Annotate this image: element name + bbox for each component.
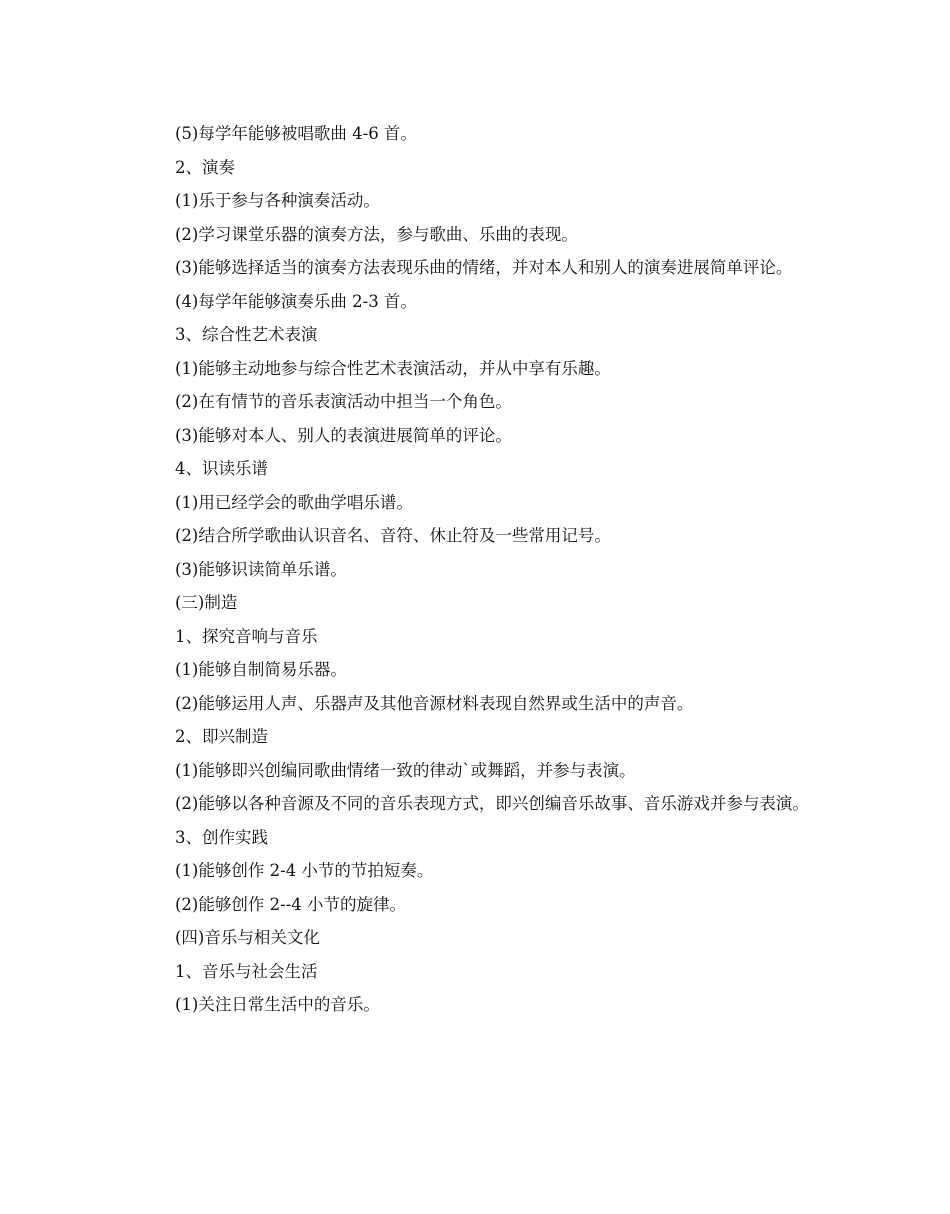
- paragraph: (2)学习课堂乐器的演奏方法，参与歌曲、乐曲的表现。: [175, 224, 578, 244]
- section-heading: 2、即兴制造: [175, 727, 268, 746]
- section-heading: 4、识读乐谱: [175, 459, 268, 478]
- paragraph: (1)能够主动地参与综合性艺术表演活动，并从中享有乐趣。: [175, 358, 611, 378]
- paragraph: (4)每学年能够演奏乐曲 2-3 首。: [175, 291, 417, 311]
- paragraph: (2)能够运用人声、乐器声及其他音源材料表现自然界或生活中的声音。: [175, 693, 694, 713]
- paragraph: (3)能够选择适当的演奏方法表现乐曲的情绪，并对本人和别人的演奏进展简单评论。: [175, 258, 793, 277]
- paragraph: (1)能够自制简易乐器。: [175, 660, 347, 679]
- section-heading: 3、综合性艺术表演: [175, 325, 318, 344]
- paragraph: (3)能够对本人、别人的表演进展简单的评论。: [175, 425, 512, 445]
- section-heading: 3、创作实践: [175, 827, 268, 847]
- paragraph: (1)能够即兴创编同歌曲情绪一致的律动`或舞蹈，并参与表演。: [175, 760, 636, 780]
- section-heading: 1、探究音响与音乐: [175, 626, 318, 646]
- document-body: [142, 117, 810, 1022]
- paragraph: (3)能够识读简单乐谱。: [175, 559, 347, 579]
- section-heading: (三)制造: [175, 593, 238, 612]
- section-heading: (四)音乐与相关文化: [175, 928, 320, 947]
- section-heading: 2、演奏: [175, 157, 235, 177]
- paragraph: (5)每学年能够被唱歌曲 4-6 首。: [175, 124, 417, 143]
- paragraph: (2)在有情节的音乐表演活动中担当一个角色。: [175, 392, 512, 411]
- paragraph: (1)关注日常生活中的音乐。: [175, 995, 380, 1014]
- paragraph: (1)乐于参与各种演奏活动。: [175, 191, 380, 210]
- paragraph: (2)能够以各种音源及不同的音乐表现方式，即兴创编音乐故事、音乐游戏并参与表演。: [175, 794, 809, 813]
- paragraph: (1)用已经学会的歌曲学唱乐谱。: [175, 492, 413, 512]
- paragraph: (2)结合所学歌曲认识音名、音符、休止符及一些常用记号。: [175, 526, 611, 545]
- paragraph: (1)能够创作 2-4 小节的节拍短奏。: [175, 861, 434, 880]
- paragraph: (2)能够创作 2--4 小节的旋律。: [175, 894, 407, 914]
- section-heading: 1、音乐与社会生活: [175, 961, 318, 981]
